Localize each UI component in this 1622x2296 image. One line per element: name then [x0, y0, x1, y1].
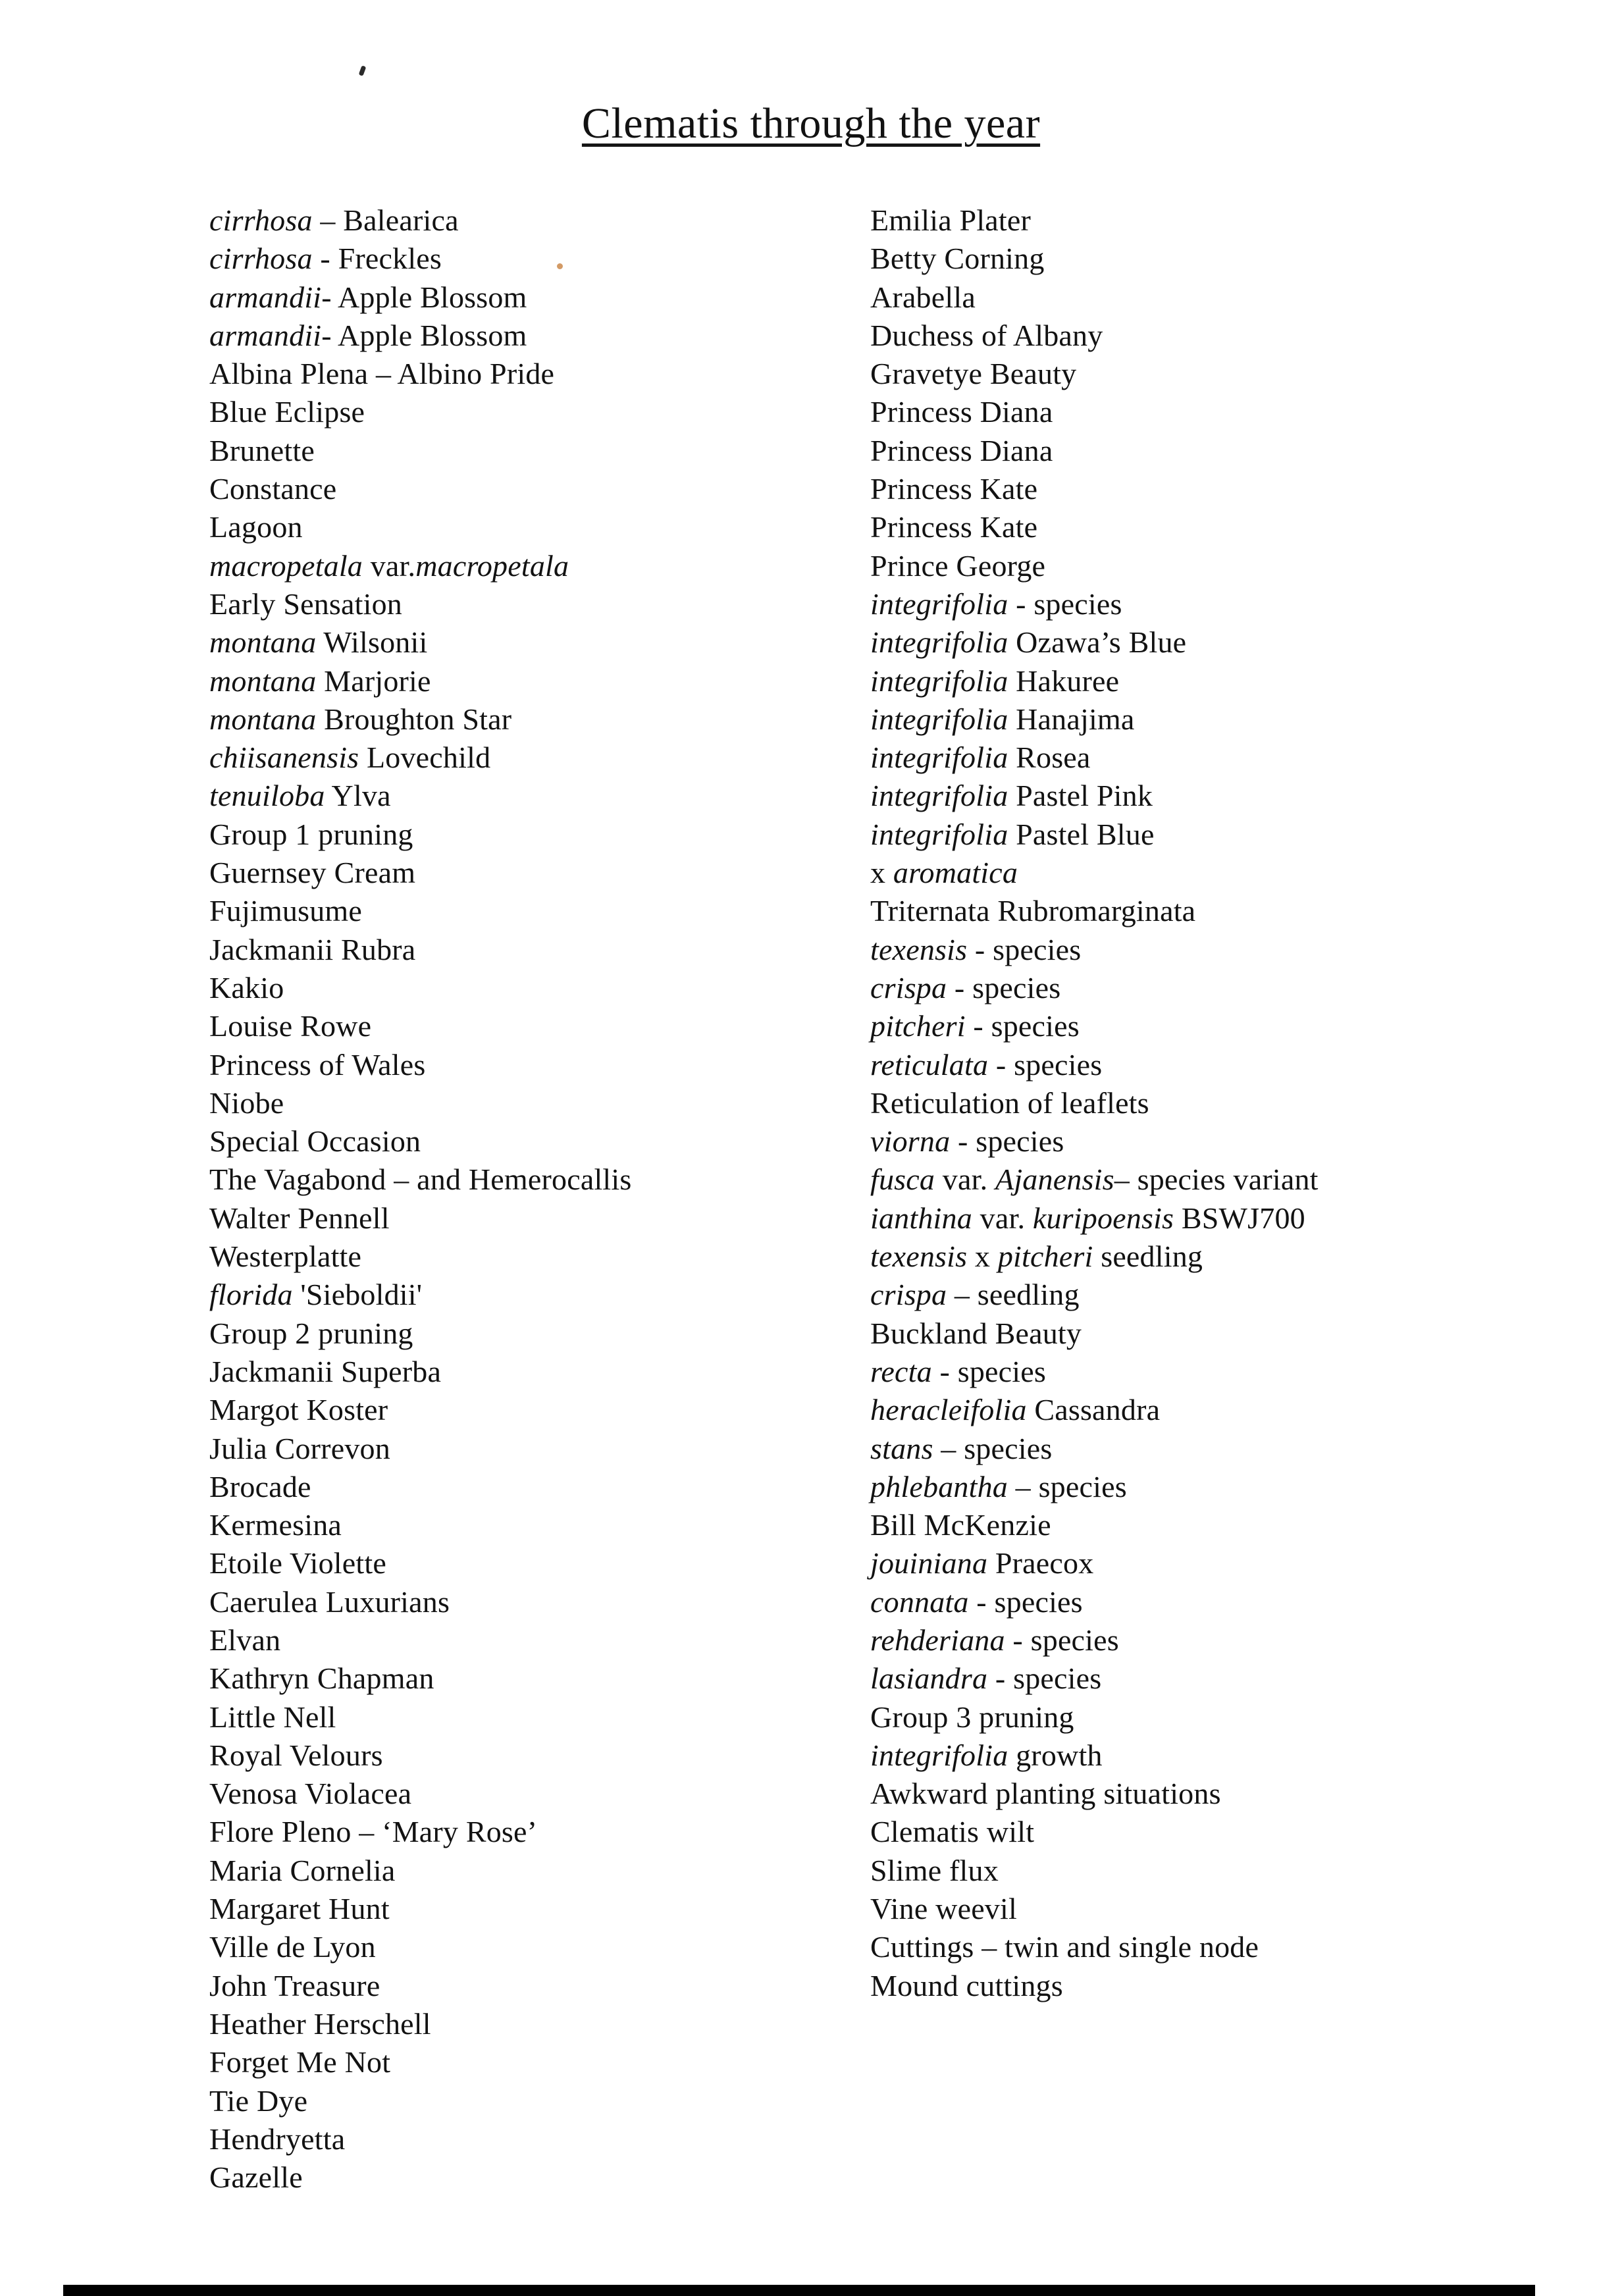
botanical-name-segment: macropetala	[415, 548, 569, 583]
text-segment: x	[967, 1239, 998, 1274]
text-segment: Special Occasion	[209, 1124, 421, 1159]
text-segment: Louise Rowe	[209, 1009, 372, 1043]
list-item	[870, 1276, 1319, 1314]
text-segment: Vine weevil	[870, 1892, 1017, 1926]
botanical-name-segment: tenuiloba	[209, 779, 325, 813]
text-segment: Gazelle	[209, 2160, 303, 2195]
text-segment: Kakio	[209, 970, 284, 1004]
text-segment: Duchess of Albany	[870, 318, 1103, 352]
text-segment: Ville de Lyon	[209, 1930, 376, 1964]
scan-artifact-speck	[359, 65, 367, 76]
list-item	[870, 317, 1319, 355]
botanical-name-segment: ianthina	[870, 1201, 972, 1235]
list-item	[870, 240, 1319, 278]
list-item	[870, 1698, 1319, 1736]
list-item	[209, 1775, 632, 1813]
list-item	[209, 1890, 632, 1928]
text-segment: Elvan	[209, 1623, 281, 1657]
text-segment: - species	[968, 1584, 1083, 1619]
list-item	[870, 1161, 1319, 1199]
list-item	[209, 700, 632, 739]
botanical-name-segment: texensis	[870, 932, 968, 966]
list-item	[209, 2082, 632, 2120]
text-segment: Brunette	[209, 433, 315, 467]
list-item	[209, 623, 632, 662]
text-segment: Princess Kate	[870, 472, 1038, 506]
list-item	[209, 1161, 632, 1199]
plant-list-left-column	[209, 201, 632, 2197]
botanical-name-segment: integrifolia	[870, 625, 1008, 660]
botanical-name-segment: chiisanensis	[209, 741, 359, 775]
list-item	[209, 2043, 632, 2081]
list-item	[209, 585, 632, 623]
text-segment: var.	[972, 1201, 1033, 1235]
text-segment: Bill McKenzie	[870, 1508, 1051, 1542]
text-segment: Albina Plena – Albino Pride	[209, 357, 555, 391]
list-item	[209, 1967, 632, 2005]
text-segment: Emilia Plater	[870, 203, 1032, 237]
botanical-name-segment: florida	[209, 1278, 293, 1312]
text-segment: Caerulea Luxurians	[209, 1584, 450, 1619]
text-segment: Etoile Violette	[209, 1546, 386, 1580]
botanical-name-segment: integrifolia	[870, 702, 1008, 736]
list-item	[870, 1736, 1319, 1775]
text-segment: John Treasure	[209, 1968, 380, 2002]
botanical-name-segment: rehderiana	[870, 1623, 1005, 1657]
text-segment: Rosea	[1008, 741, 1091, 775]
text-segment: Pastel Pink	[1008, 779, 1153, 813]
list-item	[870, 1353, 1319, 1391]
botanical-name-segment: phlebantha	[870, 1469, 1008, 1503]
text-segment: var.	[363, 548, 416, 583]
botanical-name-segment: aromatica	[893, 856, 1018, 890]
text-segment: Arabella	[870, 280, 976, 314]
list-item	[209, 1583, 632, 1621]
text-segment: Clematis wilt	[870, 1815, 1035, 1849]
list-item	[209, 1621, 632, 1659]
text-segment: growth	[1008, 1738, 1103, 1772]
list-item	[209, 777, 632, 815]
text-segment: Tie Dye	[209, 2083, 308, 2118]
list-item	[870, 585, 1319, 623]
botanical-name-segment: integrifolia	[870, 1738, 1008, 1772]
text-segment: Julia Correvon	[209, 1431, 390, 1465]
text-segment: Betty Corning	[870, 242, 1045, 276]
list-item	[870, 700, 1319, 739]
botanical-name-segment: fusca	[870, 1162, 935, 1197]
text-segment: Awkward planting situations	[870, 1777, 1221, 1811]
text-segment: - species	[987, 1661, 1102, 1696]
text-segment: - species	[965, 1009, 1080, 1043]
list-item	[209, 355, 632, 393]
list-item	[870, 892, 1319, 930]
list-item	[209, 739, 632, 777]
list-item	[870, 1391, 1319, 1429]
list-item	[209, 854, 632, 892]
list-item	[870, 1238, 1319, 1276]
text-segment: - Freckles	[312, 242, 442, 276]
text-segment: Hakuree	[1008, 664, 1120, 698]
list-item	[870, 1199, 1319, 1238]
list-item	[870, 201, 1319, 240]
text-segment: Royal Velours	[209, 1738, 383, 1772]
plant-list-right-column	[870, 201, 1319, 2005]
list-item	[870, 1468, 1319, 1506]
botanical-name-segment: armandii	[209, 280, 322, 314]
text-segment: - species	[1008, 587, 1122, 621]
list-item	[209, 432, 632, 470]
botanical-name-segment: integrifolia	[870, 817, 1008, 851]
text-segment: Group 2 pruning	[209, 1316, 413, 1350]
list-item	[209, 1736, 632, 1775]
botanical-name-segment: integrifolia	[870, 779, 1008, 813]
text-segment: Margot Koster	[209, 1393, 388, 1427]
list-item	[209, 2005, 632, 2043]
botanical-name-segment: lasiandra	[870, 1661, 988, 1696]
botanical-name-segment: integrifolia	[870, 664, 1008, 698]
list-item	[209, 1276, 632, 1314]
list-item	[209, 547, 632, 585]
botanical-name-segment: reticulata	[870, 1047, 989, 1082]
list-item	[870, 1659, 1319, 1698]
text-segment: Reticulation of leaflets	[870, 1085, 1149, 1120]
list-item	[870, 278, 1319, 317]
text-segment: Fujimusume	[209, 894, 363, 928]
botanical-name-segment: viorna	[870, 1124, 951, 1159]
text-segment: Hendryetta	[209, 2122, 346, 2156]
text-segment: x	[870, 856, 893, 890]
botanical-name-segment: Ajanensis	[995, 1162, 1114, 1197]
list-item	[870, 1007, 1319, 1045]
page-title-text: Clematis through the year	[581, 99, 1041, 147]
list-item	[209, 662, 632, 700]
botanical-name-segment: heracleifolia	[870, 1393, 1027, 1427]
list-item	[870, 1583, 1319, 1621]
text-segment: Pastel Blue	[1008, 817, 1155, 851]
text-segment: Lovechild	[359, 741, 491, 775]
text-segment: - species	[988, 1047, 1103, 1082]
text-segment: Niobe	[209, 1085, 284, 1120]
text-segment: Triternata Rubromarginata	[870, 894, 1196, 928]
list-item	[870, 432, 1319, 470]
text-segment: Kathryn Chapman	[209, 1661, 434, 1696]
list-item	[870, 1967, 1319, 2005]
list-item	[209, 1928, 632, 1966]
text-segment: Margaret Hunt	[209, 1892, 390, 1926]
text-segment: 'Sieboldii'	[292, 1278, 423, 1312]
text-segment: Jackmanii Rubra	[209, 932, 416, 966]
list-item	[870, 355, 1319, 393]
list-item	[870, 1544, 1319, 1582]
botanical-name-segment: jouiniana	[870, 1546, 988, 1580]
text-segment: Kermesina	[209, 1508, 342, 1542]
text-segment: Praecox	[987, 1546, 1094, 1580]
list-item	[209, 1199, 632, 1238]
botanical-name-segment: macropetala	[209, 548, 363, 583]
text-segment: Walter Pennell	[209, 1201, 390, 1235]
list-item	[209, 816, 632, 854]
text-segment: - species	[1005, 1623, 1119, 1657]
text-segment: – species	[933, 1431, 1053, 1465]
list-item	[209, 969, 632, 1007]
list-item	[209, 393, 632, 431]
text-segment: – Balearica	[312, 203, 459, 237]
list-item	[209, 508, 632, 546]
botanical-name-segment: cirrhosa	[209, 242, 313, 276]
text-segment: Lagoon	[209, 510, 303, 544]
list-item	[870, 393, 1319, 431]
list-item	[209, 1852, 632, 1890]
list-item	[870, 1315, 1319, 1353]
list-item	[870, 739, 1319, 777]
text-segment: – species	[1007, 1469, 1127, 1503]
text-segment: Princess Diana	[870, 395, 1053, 429]
botanical-name-segment: pitcheri	[997, 1239, 1093, 1274]
text-segment: Group 1 pruning	[209, 817, 413, 851]
list-item	[870, 931, 1319, 969]
list-item	[870, 969, 1319, 1007]
list-item	[209, 1430, 632, 1468]
list-item	[209, 1506, 632, 1544]
botanical-name-segment: texensis	[870, 1239, 968, 1274]
text-segment: Prince George	[870, 548, 1046, 583]
list-item	[870, 470, 1319, 508]
text-segment: Broughton Star	[316, 702, 512, 736]
list-item	[870, 1890, 1319, 1928]
text-segment: Group 3 pruning	[870, 1700, 1074, 1734]
text-segment: Slime flux	[870, 1853, 999, 1887]
list-item	[870, 1506, 1319, 1544]
list-item	[870, 854, 1319, 892]
text-segment: Heather Herschell	[209, 2006, 431, 2041]
text-segment: - Apple Blossom	[321, 280, 527, 314]
list-item	[209, 1122, 632, 1161]
list-item	[870, 816, 1319, 854]
text-segment: Ylva	[325, 779, 391, 813]
list-item	[870, 623, 1319, 662]
list-item	[209, 278, 632, 317]
text-segment: Guernsey Cream	[209, 856, 416, 890]
text-segment: – species variant	[1114, 1162, 1319, 1197]
botanical-name-segment: crispa	[870, 1278, 947, 1312]
botanical-name-segment: connata	[870, 1584, 969, 1619]
text-segment: Princess of Wales	[209, 1047, 426, 1082]
text-segment: BSWJ700	[1174, 1201, 1305, 1235]
scan-artifact-speck	[557, 263, 563, 269]
text-segment: Flore Pleno – ‘Mary Rose’	[209, 1815, 538, 1849]
text-segment: - species	[950, 1124, 1064, 1159]
list-item	[870, 1852, 1319, 1890]
text-segment: seedling	[1093, 1239, 1203, 1274]
list-item	[209, 892, 632, 930]
botanical-name-segment: integrifolia	[870, 587, 1008, 621]
text-segment: Forget Me Not	[209, 2045, 391, 2079]
list-item	[209, 240, 632, 278]
list-item	[209, 1084, 632, 1122]
text-segment: Cassandra	[1026, 1393, 1161, 1427]
list-item	[870, 777, 1319, 815]
botanical-name-segment: pitcheri	[870, 1009, 966, 1043]
botanical-name-segment: stans	[870, 1431, 933, 1465]
scan-edge-bar	[63, 2285, 1535, 2296]
list-item	[209, 1391, 632, 1429]
list-item	[209, 470, 632, 508]
text-segment: Mound cuttings	[870, 1968, 1063, 2002]
list-item	[870, 1122, 1319, 1161]
list-item	[209, 1353, 632, 1391]
text-segment: Ozawa’s Blue	[1008, 625, 1187, 660]
text-segment: - Apple Blossom	[321, 318, 527, 352]
list-item	[209, 2158, 632, 2197]
botanical-name-segment: cirrhosa	[209, 203, 313, 237]
text-segment: Marjorie	[316, 664, 431, 698]
page-title	[0, 99, 1622, 149]
text-segment: Hanajima	[1008, 702, 1135, 736]
list-item	[209, 1007, 632, 1045]
list-item	[209, 317, 632, 355]
list-item	[870, 1775, 1319, 1813]
botanical-name-segment: recta	[870, 1354, 932, 1388]
text-segment: Blue Eclipse	[209, 395, 365, 429]
text-segment: Buckland Beauty	[870, 1316, 1082, 1350]
text-segment: The Vagabond – and Hemerocallis	[209, 1162, 632, 1197]
list-item	[209, 1659, 632, 1698]
text-segment: Constance	[209, 472, 337, 506]
list-item	[209, 1315, 632, 1353]
text-segment: Princess Kate	[870, 510, 1038, 544]
text-segment: Cuttings – twin and single node	[870, 1930, 1259, 1964]
text-segment: – seedling	[947, 1278, 1080, 1312]
list-item	[870, 1430, 1319, 1468]
list-item	[870, 1046, 1319, 1084]
text-segment: var.	[935, 1162, 996, 1197]
list-item	[870, 1084, 1319, 1122]
text-segment: Early Sensation	[209, 587, 402, 621]
botanical-name-segment: armandii	[209, 318, 322, 352]
text-segment: Maria Cornelia	[209, 1853, 396, 1887]
text-segment: - species	[947, 970, 1061, 1004]
list-item	[209, 1698, 632, 1736]
botanical-name-segment: integrifolia	[870, 741, 1008, 775]
list-item	[209, 1468, 632, 1506]
list-item	[209, 201, 632, 240]
list-item	[209, 1544, 632, 1582]
text-segment: Princess Diana	[870, 433, 1053, 467]
list-item	[209, 1046, 632, 1084]
botanical-name-segment: montana	[209, 625, 317, 660]
list-item	[870, 547, 1319, 585]
list-item	[209, 2120, 632, 2158]
text-segment: Gravetye Beauty	[870, 357, 1077, 391]
text-segment: Westerplatte	[209, 1239, 362, 1274]
text-segment: Brocade	[209, 1469, 311, 1503]
botanical-name-segment: kuripoensis	[1032, 1201, 1174, 1235]
list-item	[870, 508, 1319, 546]
list-item	[209, 1813, 632, 1851]
list-item	[870, 662, 1319, 700]
text-segment: - species	[967, 932, 1082, 966]
text-segment: Little Nell	[209, 1700, 336, 1734]
text-segment: - species	[931, 1354, 1046, 1388]
text-segment: Wilsonii	[316, 625, 428, 660]
text-segment: Venosa Violacea	[209, 1777, 412, 1811]
botanical-name-segment: montana	[209, 702, 317, 736]
list-item	[870, 1621, 1319, 1659]
botanical-name-segment: montana	[209, 664, 317, 698]
list-item	[209, 931, 632, 969]
botanical-name-segment: crispa	[870, 970, 947, 1004]
list-item	[870, 1928, 1319, 1966]
list-item	[870, 1813, 1319, 1851]
text-segment: Jackmanii Superba	[209, 1354, 442, 1388]
list-item	[209, 1238, 632, 1276]
